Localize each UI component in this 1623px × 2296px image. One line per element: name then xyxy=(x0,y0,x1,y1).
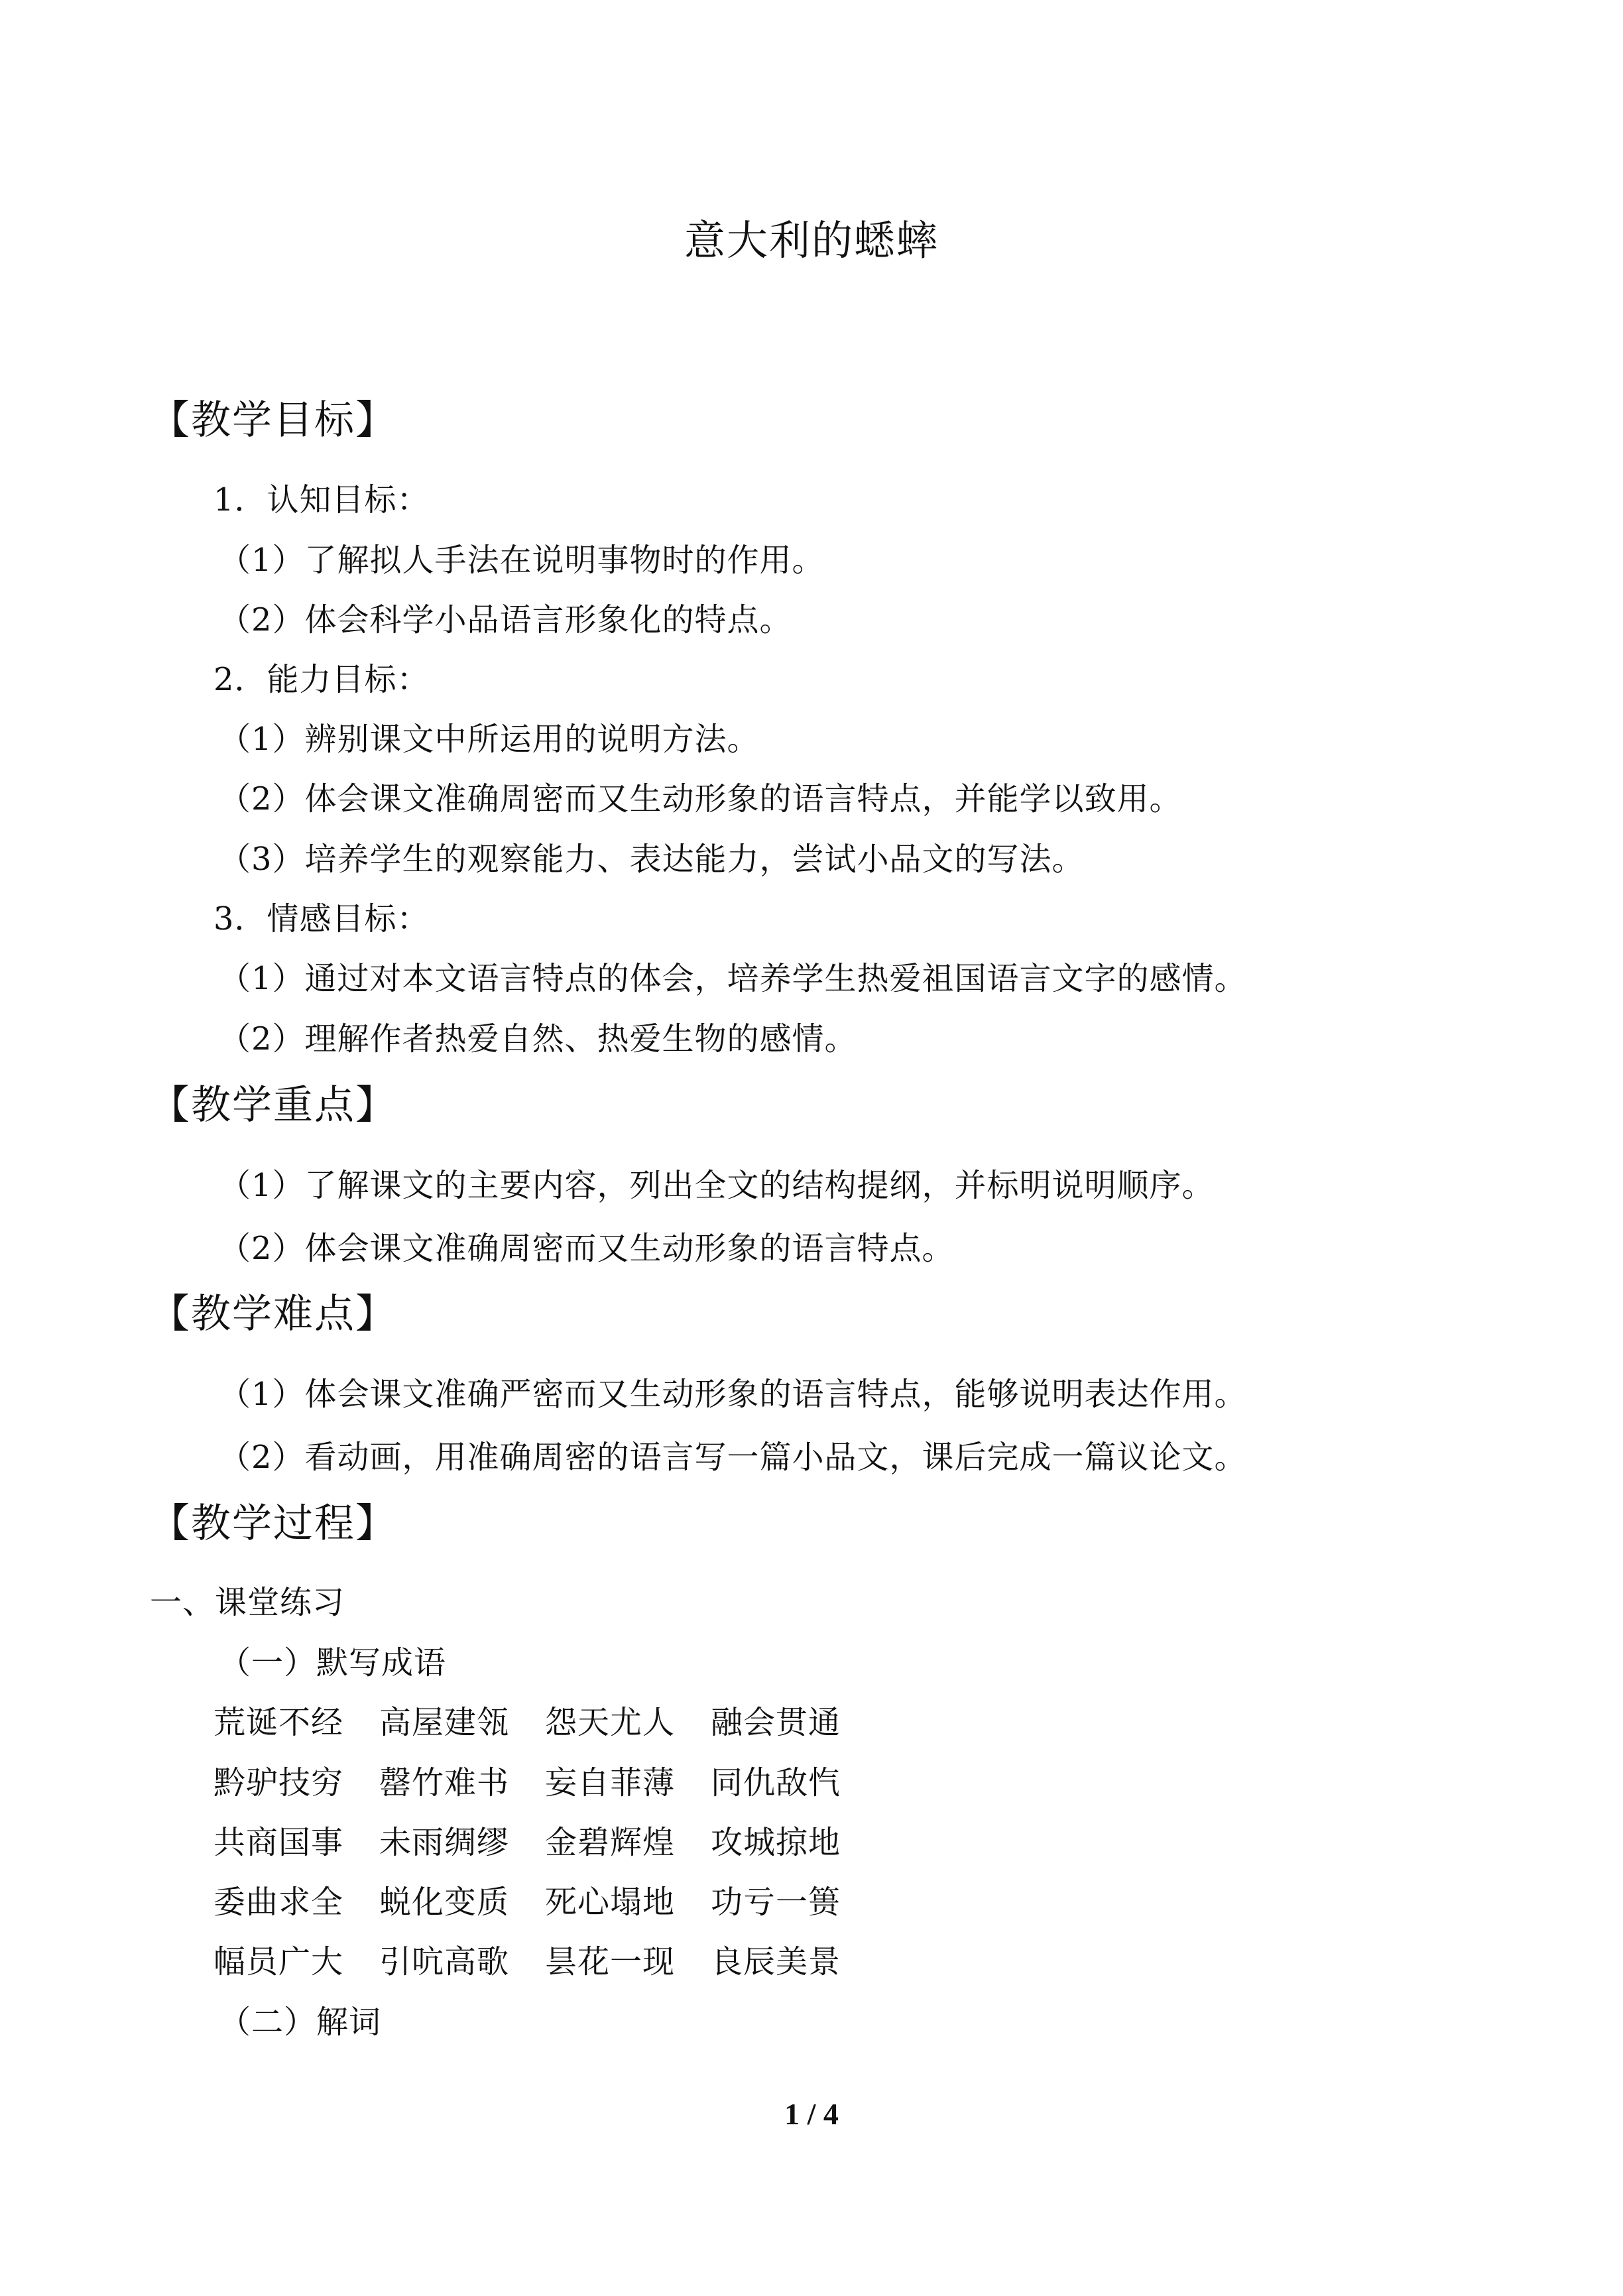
idiom: 金碧辉煌 xyxy=(545,1824,676,1861)
objective-line: 1．认知目标： xyxy=(213,481,430,518)
idiom: 妄自菲薄 xyxy=(545,1764,676,1801)
idiom: 高屋建瓴 xyxy=(379,1704,510,1741)
difficulty-line: （1）体会课文准确严密而又生动形象的语言特点，能够说明表达作用。 xyxy=(219,1376,1247,1413)
objective-line: （3）培养学生的观察能力、表达能力，尝试小品文的写法。 xyxy=(219,841,1085,878)
idiom: 荒诞不经 xyxy=(213,1704,344,1741)
part-title: 一、课堂练习 xyxy=(150,1584,345,1621)
subsection-title: （一）默写成语 xyxy=(219,1644,447,1681)
idiom: 蜕化变质 xyxy=(379,1884,510,1921)
subsection-title: （二）解词 xyxy=(219,2004,382,2041)
section-heading-key-points: 【教学重点】 xyxy=(150,1082,396,1128)
section-heading-difficulties: 【教学难点】 xyxy=(150,1291,396,1337)
idiom: 死心塌地 xyxy=(545,1884,676,1921)
objective-line: （2）理解作者热爱自然、热爱生物的感情。 xyxy=(219,1020,857,1057)
objective-line: （1）通过对本文语言特点的体会，培养学生热爱祖国语言文字的感情。 xyxy=(219,960,1247,997)
idiom: 共商国事 xyxy=(213,1824,344,1861)
objective-line: （2）体会课文准确周密而又生动形象的语言特点，并能学以致用。 xyxy=(219,780,1182,817)
objective-line: 3．情感目标： xyxy=(213,900,430,937)
idiom: 未雨绸缪 xyxy=(379,1824,510,1861)
section-heading-process: 【教学过程】 xyxy=(150,1500,396,1547)
idiom-row xyxy=(213,1939,876,1985)
idiom: 昙花一现 xyxy=(545,1943,676,1980)
key-point-line: （1）了解课文的主要内容，列出全文的结构提纲，并标明说明顺序。 xyxy=(219,1167,1215,1204)
page-number: 1 / 4 xyxy=(784,2097,839,2131)
idiom-row xyxy=(213,1760,876,1806)
idiom: 怨天尤人 xyxy=(545,1704,676,1741)
key-point-line: （2）体会课文准确周密而又生动形象的语言特点。 xyxy=(219,1230,955,1267)
objective-line: （1）辨别课文中所运用的说明方法。 xyxy=(219,721,760,758)
idiom: 引吭高歌 xyxy=(379,1943,510,1980)
idiom-row xyxy=(213,1699,876,1746)
idiom-row xyxy=(213,1879,876,1925)
idiom-row xyxy=(213,1819,876,1866)
idiom: 良辰美景 xyxy=(711,1943,841,1980)
objective-line: （2）体会科学小品语言形象化的特点。 xyxy=(219,601,792,638)
idiom: 功亏一篑 xyxy=(711,1884,841,1921)
difficulty-line: （2）看动画，用准确周密的语言写一篇小品文，课后完成一篇议论文。 xyxy=(219,1439,1247,1476)
objective-line: （1）了解拟人手法在说明事物时的作用。 xyxy=(219,542,825,579)
section-heading-objectives: 【教学目标】 xyxy=(150,397,396,444)
page-title: 意大利的蟋蟀 xyxy=(684,216,939,265)
idiom: 黔驴技穷 xyxy=(213,1764,344,1801)
objective-line: 2．能力目标： xyxy=(213,661,430,698)
idiom: 攻城掠地 xyxy=(711,1824,841,1861)
idiom: 罄竹难书 xyxy=(379,1764,510,1801)
idiom: 融会贯通 xyxy=(711,1704,841,1741)
idiom: 委曲求全 xyxy=(213,1884,344,1921)
idiom: 幅员广大 xyxy=(213,1943,344,1980)
idiom: 同仇敌忾 xyxy=(711,1764,841,1801)
